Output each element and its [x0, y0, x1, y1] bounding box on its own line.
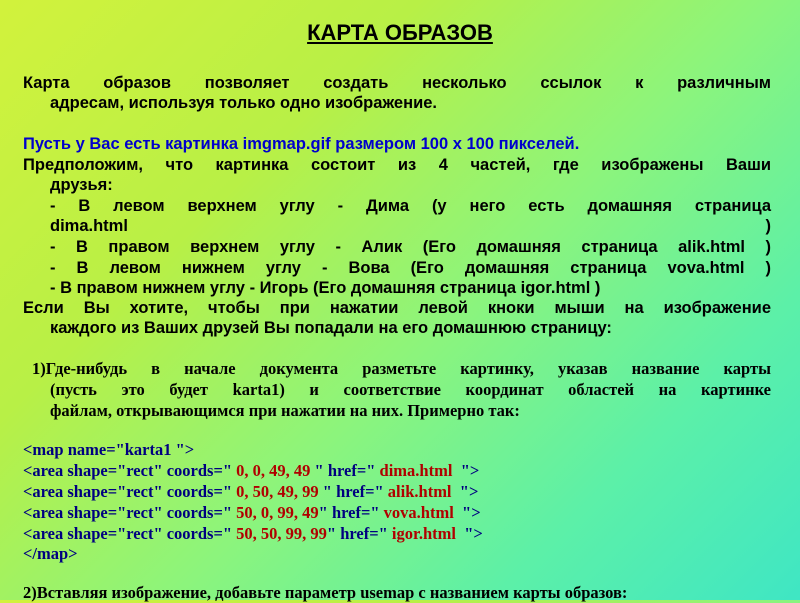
part-line-2: dima.html ) — [50, 217, 771, 235]
code-href: " href=" — [318, 503, 380, 522]
code-area-prefix: <area shape="rect" coords=" — [23, 524, 233, 543]
code-area-line — [23, 503, 481, 523]
code-area-line — [23, 482, 478, 502]
code-area-prefix: <area shape="rect" coords=" — [23, 503, 233, 522]
code-area-prefix: <area shape="rect" coords=" — [23, 482, 233, 501]
code-file: dima.html — [379, 461, 457, 480]
example-line: Пусть у Вас есть картинка imgmap.gif размером 100 х 100 пикселей. — [23, 135, 580, 153]
code-area-prefix: <area shape="rect" coords=" — [23, 461, 233, 480]
code-coords: 50, 50, 99, 99 — [236, 524, 327, 543]
code-area-line — [23, 524, 483, 544]
part-line-5: - В правом нижнем углу - Игорь (Его домашняя страница igor.html ) — [50, 279, 601, 297]
assume-line-1: Предположим, что картинка состоит из 4 частей, где изображены Ваши — [23, 156, 771, 174]
code-area-line — [23, 461, 479, 481]
goal-line-1: Если Вы хотите, чтобы при нажатии левой кноки мыши на изображение — [23, 299, 771, 317]
code-area-end: "> — [456, 461, 480, 480]
code-coords: 0, 0, 49, 49 — [236, 461, 315, 480]
page-title: КАРТА ОБРАЗОВ — [307, 20, 493, 45]
step1-line-1: 1)Где-нибудь в начале документа разметьте картинку, указав название карты — [32, 359, 771, 378]
part-line-3: - В правом верхнем углу - Алик (Его домашняя страница alik.html ) — [50, 238, 771, 256]
code-area-end: "> — [460, 524, 483, 543]
code-coords: 50, 0, 99, 49 — [236, 503, 319, 522]
intro-line-1: Карта образов позволяет создать несколько ссылок к различным — [23, 74, 771, 92]
goal-line-2: каждого из Ваших друзей Вы попадали на его домашнюю страницу: — [50, 319, 612, 337]
code-map-close: </map> — [23, 544, 78, 563]
code-href: " href=" — [322, 482, 384, 501]
step2-line: 2)Вставляя изображение, добавьте параметр usemap с названием карты образов: — [23, 583, 628, 602]
step1-line-3: файлам, открывающимся при нажатии на них. Примерно так: — [50, 401, 520, 420]
code-file: alik.html — [387, 482, 456, 501]
code-href: " href=" — [326, 524, 388, 543]
code-file: igor.html — [391, 524, 461, 543]
step1-line-2: (пусть это будет karta1) и соответствие координат областей на картинке — [50, 380, 771, 399]
part-line-1: - В левом верхнем углу - Дима (у него есть домашняя страница — [50, 197, 771, 215]
code-area-end: "> — [455, 482, 479, 501]
code-area-end: "> — [457, 503, 481, 522]
intro-line-2: адресам, используя только одно изображение. — [50, 94, 437, 112]
assume-line-2: друзья: — [50, 176, 113, 194]
code-file: vova.html — [383, 503, 458, 522]
code-href: " href=" — [314, 461, 376, 480]
code-map-open: <map name="karta1 "> — [23, 440, 195, 459]
part-line-4: - В левом нижнем углу - Вова (Его домашняя страница vova.html ) — [50, 259, 771, 277]
code-coords: 0, 50, 49, 99 — [236, 482, 323, 501]
